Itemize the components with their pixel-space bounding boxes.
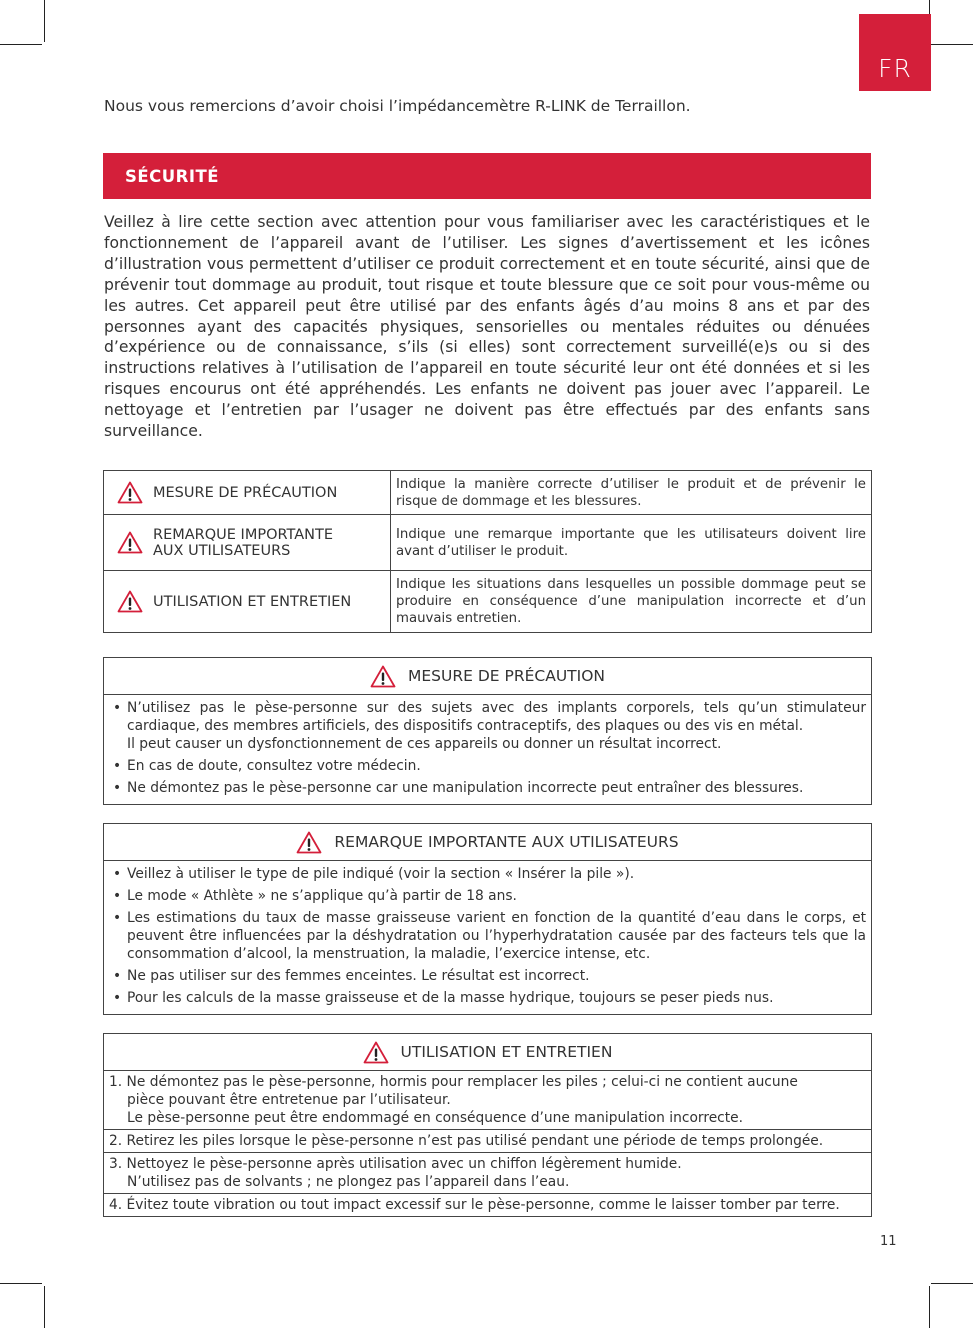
remarque-box xyxy=(103,823,872,1015)
safety-body-text: Veillez à lire cette section avec attention pour vous familiariser avec les caractéristiques et le fonctionnement de l’appareil avant de l’utiliser. Les signes d’avertissement et les icônes d’illustration vous permettent d’utiliser ce produit correctement et en toute sécurité, ainsi que de prévenir tout dommage au produit, tout risque et toute blessure que ce soit pour vous-même ou les autres. Cet appareil peut être utilisé par des enfants âgés d’au moins 8 ans et par des personnes ayant des capacités physiques, sensorielles ou mentales réduites ou dénuées d’expérience ou de connaissance, s’ils (si elles) sont correctement surveillé(e)s ou si des instructions relatives à l’utilisation de l’appareil en toute sécurité leur ont été données et si les risques encourus ont été appréhendés. Les enfants ne doivent pas jouer avec l’appareil. Le nettoyage et l’entretien par l’usager ne doivent pas être effectués par des enfants sans surveillance. xyxy=(104,213,870,441)
list-item: • Le mode « Athlète » ne s’applique qu’à partir de 18 ans. xyxy=(113,887,866,905)
precaution-box xyxy=(103,657,872,805)
list-item: • Ne pas utiliser sur des femmes enceintes. Le résultat est incorrect. xyxy=(113,967,866,985)
page-number: 11 xyxy=(880,1234,897,1249)
legend-row xyxy=(104,471,872,515)
warning-triangle-icon xyxy=(117,590,143,613)
legend-description: Indique les situations dans lesquelles un possible dommage peut se produire en conséquence d’une manipulation incorrecte et d’un mauvais entretien. xyxy=(391,571,872,633)
legend-label: UTILISATION ET ENTRETIEN xyxy=(153,593,352,610)
legend-label-cell xyxy=(104,471,391,515)
remarque-list xyxy=(104,861,871,1014)
precaution-list xyxy=(104,695,871,804)
crop-mark xyxy=(929,1286,930,1328)
crop-mark xyxy=(44,1286,45,1328)
warning-triangle-icon xyxy=(363,1041,389,1064)
legend-label-cell xyxy=(104,571,391,633)
crop-mark xyxy=(931,44,973,45)
list-item: • En cas de doute, consultez votre médecin. xyxy=(113,757,866,775)
legend-label: MESURE DE PRÉCAUTION xyxy=(153,484,338,501)
list-item: 3. Nettoyez le pèse-personne après utilisation avec un chiffon légèrement humide. N’utilisez pas de solvants ; ne plongez pas l’appareil dans l’eau. xyxy=(104,1152,871,1193)
box-title: MESURE DE PRÉCAUTION xyxy=(407,667,605,685)
language-label: FR xyxy=(878,54,912,83)
legend-label-cell xyxy=(104,515,391,571)
legend-row xyxy=(104,515,872,571)
language-tab xyxy=(859,14,931,91)
box-header xyxy=(104,824,871,861)
box-title: REMARQUE IMPORTANTE AUX UTILISATEURS xyxy=(334,833,679,851)
legend-description: Indique la manière correcte d’utiliser le produit et de prévenir le risque de dommage et les blessures. xyxy=(391,471,872,515)
crop-mark xyxy=(931,1283,973,1284)
warning-triangle-icon xyxy=(296,831,322,854)
legend-row xyxy=(104,571,872,633)
list-item: • Pour les calculs de la masse graisseuse et de la masse hydrique, toujours se peser pieds nus. xyxy=(113,989,866,1007)
list-item: • Veillez à utiliser le type de pile indiqué (voir la section « Insérer la pile »). xyxy=(113,865,866,883)
box-title: UTILISATION ET ENTRETIEN xyxy=(400,1043,613,1061)
list-item: • Les estimations du taux de masse graisseuse varient en fonction de la quantité d’eau dans le corps, et peuvent être influencées par la déshydratation ou l’hyperhydratation causée par des facteurs tels que la consommation d’alcool, la menstruation, la maladie, l’exercice intense, etc. xyxy=(113,909,866,963)
entretien-box xyxy=(103,1033,872,1217)
box-header xyxy=(104,1034,871,1071)
crop-mark xyxy=(44,0,45,42)
list-item: 2. Retirez les piles lorsque le pèse-personne n’est pas utilisé pendant une période de temps prolongée. xyxy=(104,1129,871,1152)
warning-triangle-icon xyxy=(117,481,143,504)
legend-label: REMARQUE IMPORTANTE AUX UTILISATEURS xyxy=(153,526,334,559)
legend-description: Indique une remarque importante que les utilisateurs doivent lire avant d’utiliser le produit. xyxy=(391,515,872,571)
entretien-list xyxy=(104,1071,871,1216)
warning-triangle-icon xyxy=(117,531,143,554)
list-item: 4. Évitez toute vibration ou tout impact excessif sur le pèse-personne, comme le laisser tomber par terre. xyxy=(104,1193,871,1216)
warning-triangle-icon xyxy=(370,665,396,688)
list-item: • N’utilisez pas le pèse-personne sur des sujets avec des implants corporels, tels qu’un stimulateur cardiaque, des membres artificiels, des dispositifs contraceptifs, des plaques ou des vis en métal. Il peut causer un dysfonctionnement de ces appareils ou donner un résultat incorrect. xyxy=(113,699,866,753)
crop-mark xyxy=(0,1283,42,1284)
section-title: SÉCURITÉ xyxy=(125,166,220,186)
section-header-securite xyxy=(103,153,871,199)
intro-text: Nous vous remercions d’avoir choisi l’impédancemètre R-LINK de Terraillon. xyxy=(104,97,691,115)
warning-legend-table xyxy=(103,470,872,633)
box-header xyxy=(104,658,871,695)
list-item: • Ne démontez pas le pèse-personne car une manipulation incorrecte peut entraîner des blessures. xyxy=(113,779,866,797)
crop-mark xyxy=(0,44,42,45)
list-item: 1. Ne démontez pas le pèse-personne, hormis pour remplacer les piles ; celui-ci ne contient aucune pièce pouvant être entretenue par l’utilisateur. Le pèse-personne peut être endommagé en conséquence d’une manipulation incorrecte. xyxy=(109,1074,798,1126)
